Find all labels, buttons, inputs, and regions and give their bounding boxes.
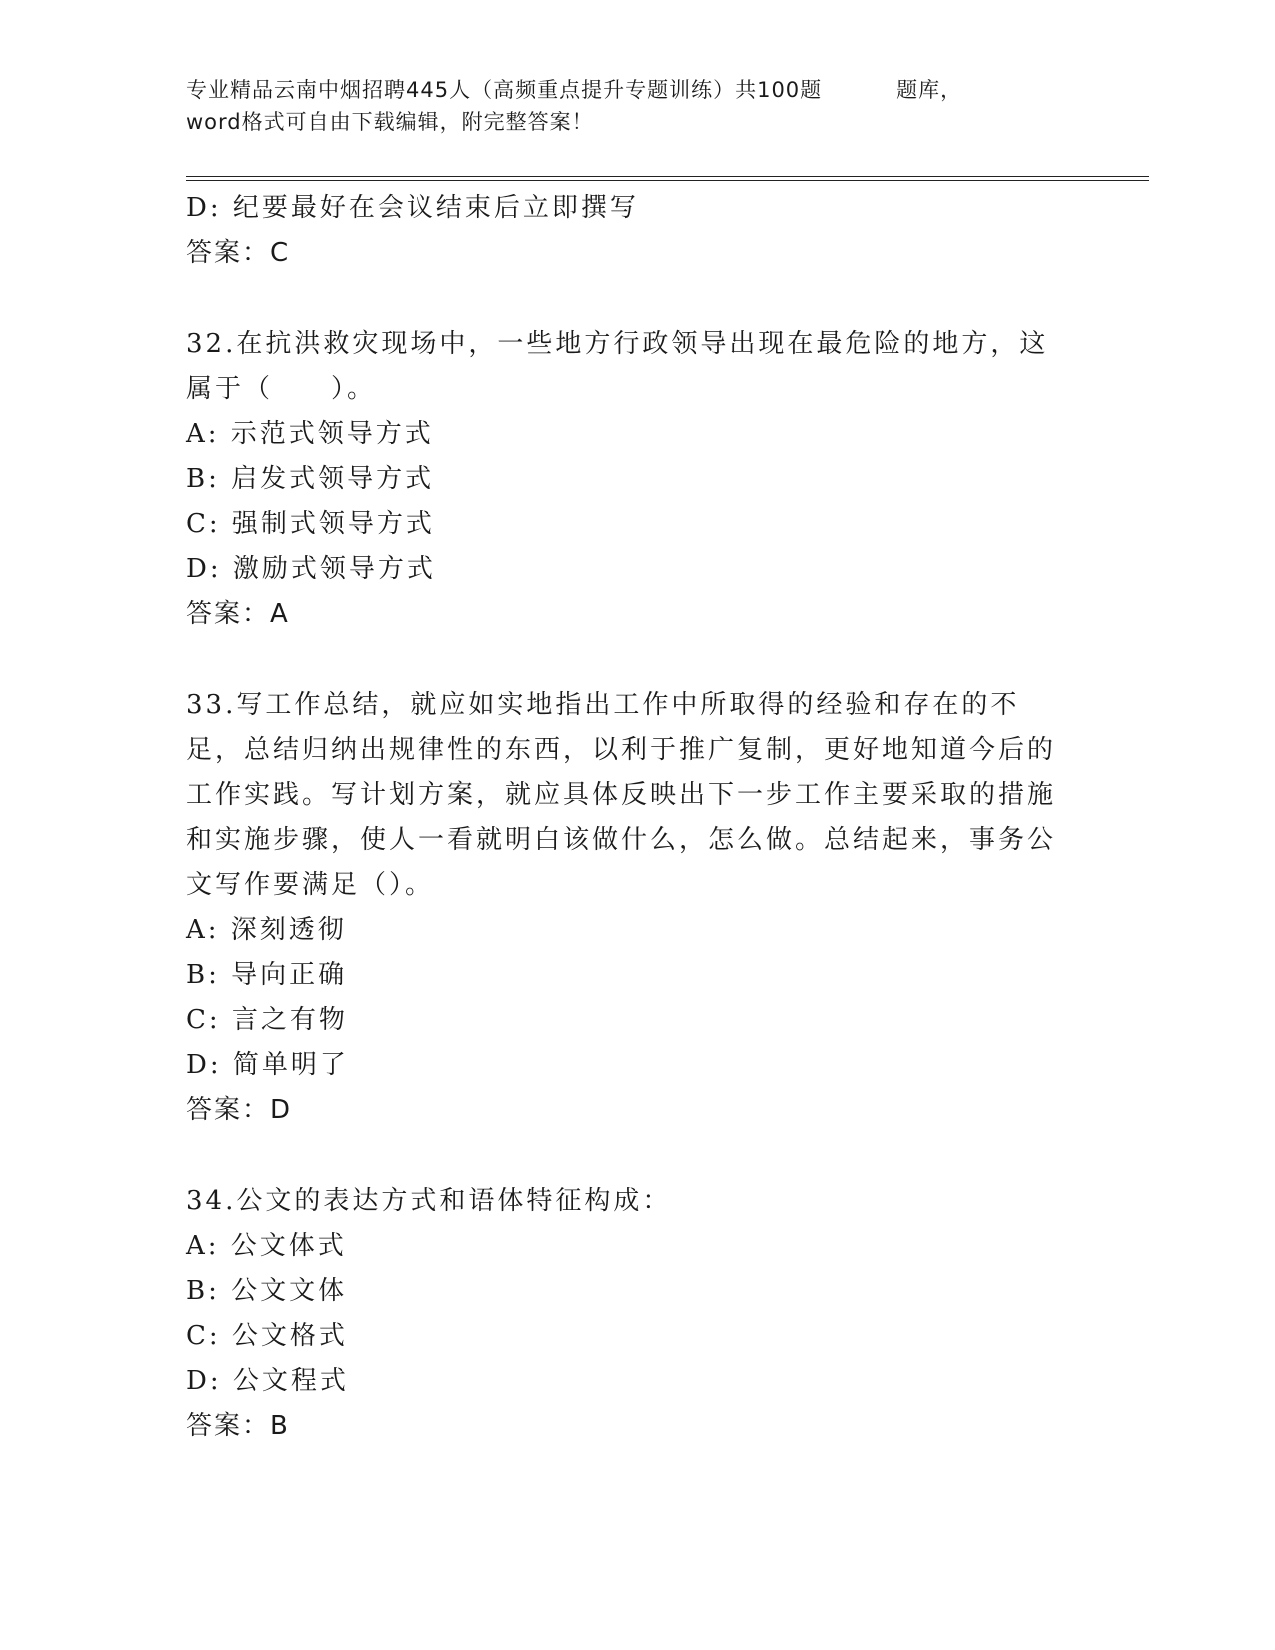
header-title-tail: 题库， bbox=[896, 78, 963, 102]
option-c: C: 公文格式 bbox=[186, 1321, 348, 1351]
option-d: D: 纪要最好在会议结束后立即撰写 bbox=[186, 193, 639, 223]
question-32 bbox=[186, 322, 1076, 637]
option-a: A: 示范式领导方式 bbox=[186, 419, 434, 449]
option-b: B: 公文文体 bbox=[186, 1276, 348, 1306]
answer-line: 答案：A bbox=[186, 599, 290, 629]
option-c: C: 言之有物 bbox=[186, 1005, 348, 1035]
option-a: A: 深刻透彻 bbox=[186, 915, 347, 945]
option-d: D: 简单明了 bbox=[186, 1050, 349, 1080]
answer-line: 答案：C bbox=[186, 238, 291, 268]
option-a: A: 公文体式 bbox=[186, 1231, 347, 1261]
header-title: 专业精品云南中烟招聘445人（高频重点提升专题训练）共100题 bbox=[186, 78, 823, 102]
question-33 bbox=[186, 683, 1076, 1133]
option-d: D: 激励式领导方式 bbox=[186, 554, 436, 584]
question-34 bbox=[186, 1179, 1076, 1449]
answer-line: 答案：B bbox=[186, 1411, 290, 1441]
document-body bbox=[186, 186, 1076, 1449]
header-divider bbox=[186, 176, 1149, 181]
answer-line: 答案：D bbox=[186, 1095, 293, 1125]
question-stem: 33.写工作总结，就应如实地指出工作中所取得的经验和存在的不足，总结归纳出规律性的东西，以利于推广复制，更好地知道今后的工作实践。写计划方案，就应具体反映出下一步工作主要采取的措施和实施步骤，使人一看就明白该做什么，怎么做。总结起来，事务公文写作要满足（）。 bbox=[186, 690, 1057, 900]
option-b: B: 启发式领导方式 bbox=[186, 464, 435, 494]
option-d: D: 公文程式 bbox=[186, 1366, 349, 1396]
question-stem: 32.在抗洪救灾现场中，一些地方行政领导出现在最危险的地方，这属于（ ）。 bbox=[186, 329, 1049, 404]
previous-question-tail bbox=[186, 186, 1076, 276]
question-stem: 34.公文的表达方式和语体特征构成： bbox=[186, 1186, 672, 1216]
header-line-1 bbox=[186, 74, 1086, 106]
header-line-2: word格式可自由下载编辑，附完整答案！ bbox=[186, 110, 594, 134]
page-header bbox=[186, 74, 1086, 138]
option-b: B: 导向正确 bbox=[186, 960, 348, 990]
option-c: C: 强制式领导方式 bbox=[186, 509, 435, 539]
